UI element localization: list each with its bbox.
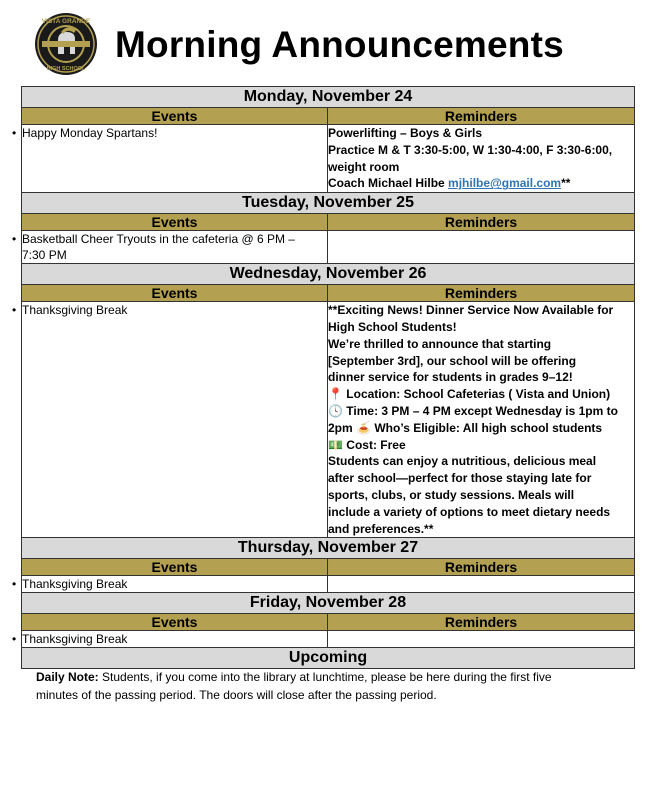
- reminder-line: **Exciting News! Dinner Service Now Available for: [328, 303, 614, 318]
- day-header-thursday: Thursday, November 27: [22, 538, 635, 559]
- reminder-line: High School Students!: [328, 319, 457, 334]
- eligibility-line: [328, 420, 634, 437]
- reminder-line: Students can enjoy a nutritious, delicious meal: [328, 454, 597, 469]
- reminder-line: dinner service for students in grades 9–12!: [328, 370, 573, 385]
- event-item: • Happy Monday Spartans!: [22, 125, 327, 141]
- time-text-cont: 2pm: [328, 420, 353, 435]
- money-icon: 💵: [328, 437, 343, 452]
- clock-icon: 🕓: [328, 403, 343, 418]
- event-line: 7:30 PM: [22, 248, 67, 263]
- eligibility-text: Who’s Eligible: All high school students: [374, 420, 603, 435]
- events-column-header: Events: [22, 559, 328, 576]
- reminders-cell: [328, 631, 635, 648]
- reminders-cell: [328, 576, 635, 593]
- coach-suffix: **: [561, 176, 571, 191]
- cost-text: Cost: Free: [346, 437, 406, 452]
- reminders-column-header: Reminders: [328, 108, 635, 125]
- daily-note-label: Daily Note:: [36, 670, 99, 684]
- events-column-header: Events: [22, 285, 328, 302]
- event-item: • Thanksgiving Break: [22, 576, 327, 592]
- upcoming-header: Upcoming: [22, 648, 635, 669]
- school-logo: [34, 12, 98, 76]
- reminder-line: weight room: [328, 159, 400, 174]
- day-header-friday: Friday, November 28: [22, 593, 635, 614]
- page-header: [0, 0, 654, 84]
- event-item: [22, 231, 327, 263]
- pasta-icon: 🍝: [356, 420, 371, 435]
- events-cell: [22, 576, 328, 593]
- reminder-line: We’re thrilled to announce that starting: [328, 336, 552, 351]
- reminders-column-header: Reminders: [328, 559, 635, 576]
- coach-name: Coach Michael Hilbe: [328, 176, 449, 191]
- reminders-cell: [328, 125, 635, 193]
- reminders-column-header: Reminders: [328, 214, 635, 231]
- reminder-line: after school—perfect for those staying late for: [328, 471, 592, 486]
- reminders-column-header: Reminders: [328, 614, 635, 631]
- announcements-table: [21, 86, 635, 669]
- events-column-header: Events: [22, 214, 328, 231]
- daily-note: [36, 668, 616, 704]
- reminder-line: sports, clubs, or study sessions. Meals will: [328, 487, 575, 502]
- events-column-header: Events: [22, 108, 328, 125]
- day-header-monday: Monday, November 24: [22, 87, 635, 108]
- time-line: [328, 403, 634, 420]
- event-line: • Basketball Cheer Tryouts in the cafeteria @ 6 PM –: [22, 232, 295, 247]
- page-title: Morning Announcements: [115, 24, 564, 65]
- logo-bottom-text: HIGH SCHOOL: [46, 66, 86, 72]
- location-text: Location: School Cafeterias ( Vista and Union): [346, 387, 611, 402]
- location-line: [328, 386, 634, 403]
- event-item: • Thanksgiving Break: [22, 631, 327, 647]
- day-header-tuesday: Tuesday, November 25: [22, 193, 635, 214]
- events-cell: [22, 631, 328, 648]
- coach-email-link[interactable]: mjhilbe@gmail.com: [448, 176, 562, 191]
- reminders-cell: [328, 231, 635, 264]
- reminder-line: include a variety of options to meet dietary needs: [328, 504, 611, 519]
- event-item: • Thanksgiving Break: [22, 302, 327, 318]
- events-cell: [22, 302, 328, 538]
- reminders-cell: [328, 302, 635, 538]
- events-column-header: Events: [22, 614, 328, 631]
- day-header-wednesday: Wednesday, November 26: [22, 264, 635, 285]
- cost-line: [328, 437, 634, 454]
- pin-icon: 📍: [328, 387, 343, 402]
- time-text: Time: 3 PM – 4 PM except Wednesday is 1pm to: [346, 403, 618, 418]
- daily-note-text-cont: minutes of the passing period. The doors will close after the passing period.: [36, 688, 437, 702]
- reminder-line: and preferences.**: [328, 521, 434, 536]
- reminder-line: Practice M & T 3:30-5:00, W 1:30-4:00, F 3:30-6:00,: [328, 142, 613, 157]
- reminder-line: [September 3rd], our school will be offering: [328, 353, 577, 368]
- daily-note-text: Students, if you come into the library at lunchtime, please be here during the first five: [98, 670, 552, 684]
- reminders-column-header: Reminders: [328, 285, 635, 302]
- logo-top-text: VISTA GRANDE: [41, 18, 91, 25]
- events-cell: [22, 125, 328, 193]
- coach-line: [328, 175, 634, 192]
- reminder-line: Powerlifting – Boys & Girls: [328, 126, 483, 140]
- events-cell: [22, 231, 328, 264]
